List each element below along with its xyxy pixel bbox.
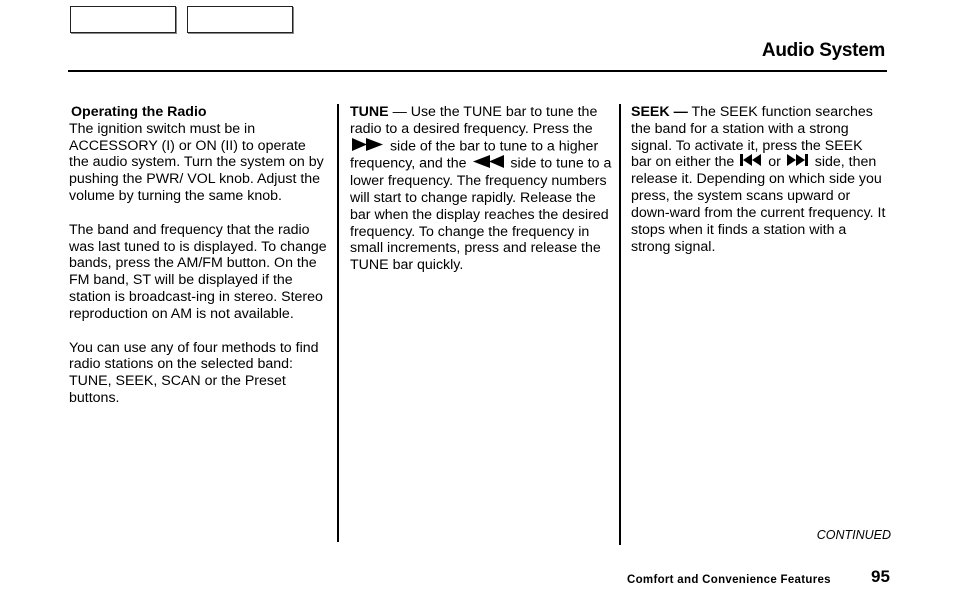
column-divider: [337, 104, 339, 542]
section-heading: Operating the Radio: [71, 104, 207, 120]
continued-label: CONTINUED: [816, 528, 891, 542]
column-seek: [631, 104, 887, 272]
paragraph-seek: SEEK — The SEEK function searches the band for a station with a strong signal. To activate it, press the SEEK bar on either the or side, then release it. Depending on which side you press, the system scans upward or down-ward from the current frequency. It stops when it finds a station with a strong signal.: [631, 104, 886, 255]
fast-forward-icon: [352, 138, 384, 156]
rewind-icon: [472, 155, 504, 173]
column-operating-radio: [69, 104, 329, 424]
header-rule: [68, 70, 887, 72]
column-tune: [350, 104, 612, 291]
paragraph-ignition: The ignition switch must be in ACCESSORY (I) or ON (II) to operate the audio system. Turn the system on by pushing the PWR/ VOL knob. Adjust the volume by turning the same knob.: [69, 120, 324, 204]
previous-page-button[interactable]: [70, 6, 176, 33]
tune-keyword: TUNE: [350, 104, 389, 120]
next-page-button[interactable]: [187, 6, 293, 33]
skip-back-icon: [740, 154, 762, 171]
seek-keyword: SEEK —: [631, 104, 688, 120]
page-title: Audio System: [761, 40, 885, 61]
column-divider: [619, 104, 621, 545]
paragraph-band-frequency: The band and frequency that the radio was last tuned to is displayed. To change bands, press the AM/FM button. On the FM band, ST will be displayed if the station is broadcast-ing in stereo. Stereo reproduction on AM is not available.: [69, 221, 327, 322]
paragraph-methods: You can use any of four methods to find radio stations on the selected band: TUNE, SEEK, SCAN or the Preset buttons.: [69, 339, 319, 406]
paragraph-tune: TUNE — Use the TUNE bar to tune the radio to a desired frequency. Press the side of the bar to tune to a higher frequency, and the side to tune to a lower frequency. The frequency numbers will start to change rapidly. Release the bar when the display reaches the desired frequency. To change the frequency in small increments, press and release the TUNE bar quickly.: [350, 104, 612, 274]
skip-forward-icon: [787, 154, 809, 171]
page-number: 95: [871, 567, 890, 586]
footer-section-title: Comfort and Convenience Features: [627, 574, 831, 586]
